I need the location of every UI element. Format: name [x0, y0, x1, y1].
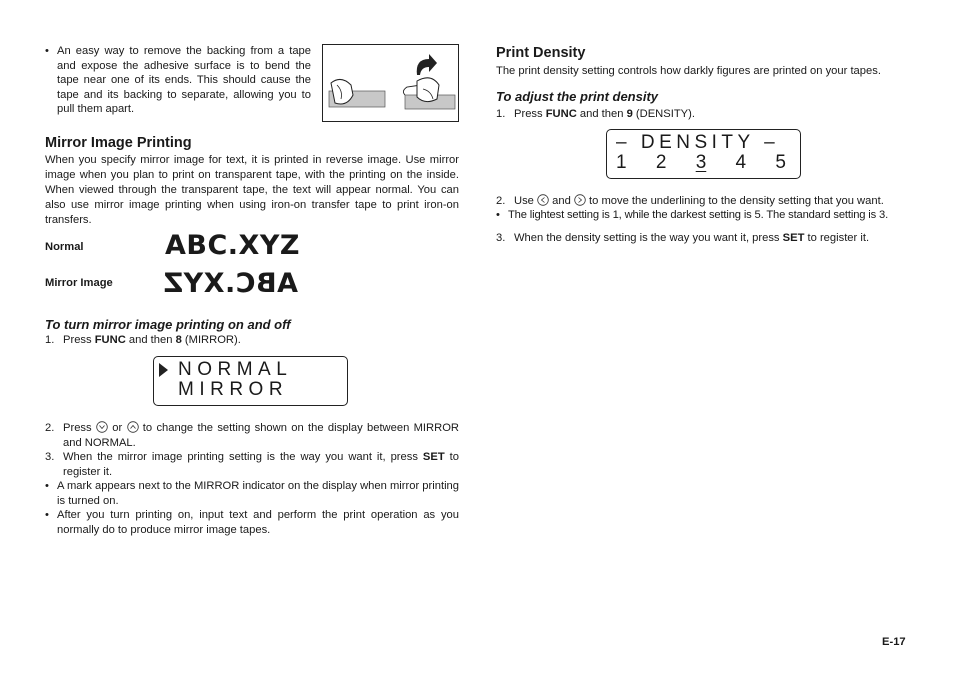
- density-subheading: To adjust the print density: [496, 89, 659, 104]
- tape-bending-drawing: [323, 45, 458, 121]
- step-text-post: to change the setting shown on the display between MIRROR and NORMAL.: [63, 422, 459, 449]
- step-text: [63, 450, 459, 479]
- mirror-subheading: To turn mirror image printing on and off: [45, 317, 291, 332]
- step-text-post: to move the underlining to the density setting that you want.: [585, 195, 884, 207]
- func-key: FUNC: [94, 334, 126, 346]
- bullet-text: A mark appears next to the MIRROR indicator on the display when mirror printing is turned on.: [57, 480, 459, 507]
- step-text-pre: Press: [514, 108, 546, 120]
- mirror-step-1: [45, 333, 459, 348]
- lcd-normal-line: NORMAL: [178, 359, 293, 380]
- number-key: 9: [626, 108, 633, 120]
- step-text-post: (DENSITY).: [632, 108, 695, 120]
- step-text-mid: or: [107, 422, 127, 434]
- selection-marker-icon: [159, 363, 168, 377]
- page-number: E-17: [882, 636, 906, 648]
- step-text-mid: and then: [576, 108, 627, 120]
- set-key: SET: [782, 232, 805, 244]
- density-step-1: [496, 107, 916, 122]
- mirror-heading: Mirror Image Printing: [45, 135, 192, 151]
- step-number: 2.: [45, 422, 55, 434]
- step-number: 3.: [45, 451, 55, 463]
- tape-illustration: [322, 44, 459, 122]
- sample-normal-label: Normal: [45, 241, 84, 253]
- lcd-density-title: – DENSITY –: [616, 132, 780, 153]
- set-key: SET: [422, 451, 445, 463]
- tip-text: An easy way to remove the backing from a tape and expose the adhesive surface is to bend the tape near one of its ends. This should cause the tape and its backing to separate, allowing you to pull them apart.: [57, 45, 311, 116]
- density-heading: Print Density: [496, 45, 586, 61]
- mirror-bullet-2: [45, 508, 459, 537]
- density-step-2: [496, 194, 916, 209]
- number-key: 8: [175, 334, 182, 346]
- density-level-5: 5: [775, 152, 786, 173]
- step-number: 1.: [496, 108, 506, 120]
- sample-normal-text: ABC.XYZ: [165, 230, 300, 261]
- mirror-bullet-1: [45, 479, 459, 508]
- step-text: [514, 231, 869, 246]
- step-text-post: to register it.: [63, 451, 459, 478]
- step-text: [514, 107, 695, 122]
- lcd-mirror-line: MIRROR: [178, 379, 289, 400]
- step-number: 1.: [45, 334, 55, 346]
- left-arrow-key-icon: [537, 194, 549, 206]
- density-level-2: 2: [655, 152, 667, 173]
- density-step-3: [496, 231, 916, 246]
- density-levels: [616, 152, 786, 173]
- bullet-mark: •: [45, 509, 49, 521]
- mirror-lcd-display: [153, 356, 348, 406]
- step-text-post: (MIRROR).: [181, 334, 241, 346]
- density-level-4: 4: [735, 152, 747, 173]
- step-text-pre: When the density setting is the way you want it, press: [514, 232, 783, 244]
- step-text: [63, 421, 459, 450]
- func-key: FUNC: [545, 108, 577, 120]
- step-text: [514, 194, 884, 209]
- density-level-3-selected: 3: [695, 152, 707, 173]
- sample-mirror-label: Mirror Image: [45, 277, 113, 289]
- step-text-post: to register it.: [804, 232, 870, 244]
- bullet-mark: •: [45, 45, 49, 57]
- mirror-step-2: [45, 421, 459, 450]
- bullet-mark: •: [496, 209, 500, 221]
- mirror-intro: When you specify mirror image for text, it is printed in reverse image. Use mirror image when you plan to print on transparent tape, with the printing on the inside. When viewed through the transparent tape, the text will appear normal. You can also use mirror image printing when using iron-on transfer tape to print iron-on transfers.: [45, 154, 459, 226]
- sample-mirror-text: ABC.XYZ: [163, 268, 298, 299]
- step-text-mid: and: [549, 195, 574, 207]
- bullet-mark: •: [45, 480, 49, 492]
- density-bullet-1: [496, 208, 916, 223]
- bullet-text: After you turn printing on, input text and perform the print operation as you normally do to produce mirror image tapes.: [57, 509, 459, 536]
- down-arrow-key-icon: [96, 421, 108, 433]
- up-arrow-key-icon: [127, 421, 139, 433]
- mirror-step-3: [45, 450, 459, 479]
- step-number: 3.: [496, 232, 506, 244]
- step-text: [63, 333, 241, 348]
- step-text-mid: and then: [125, 334, 176, 346]
- bullet-text: The lightest setting is 1, while the darkest setting is 5. The standard setting is 3.: [508, 209, 889, 221]
- tip-bullet: [45, 44, 311, 117]
- step-text-pre: Press: [63, 422, 96, 434]
- step-text-pre: When the mirror image printing setting is the way you want it, press: [63, 451, 423, 463]
- density-level-1: 1: [616, 152, 627, 173]
- step-number: 2.: [496, 195, 506, 207]
- step-text-pre: Press: [63, 334, 95, 346]
- density-intro: The print density setting controls how darkly figures are printed on your tapes.: [496, 65, 881, 77]
- step-text-pre: Use: [514, 195, 538, 207]
- density-lcd-display: [606, 129, 801, 179]
- right-arrow-key-icon: [574, 194, 586, 206]
